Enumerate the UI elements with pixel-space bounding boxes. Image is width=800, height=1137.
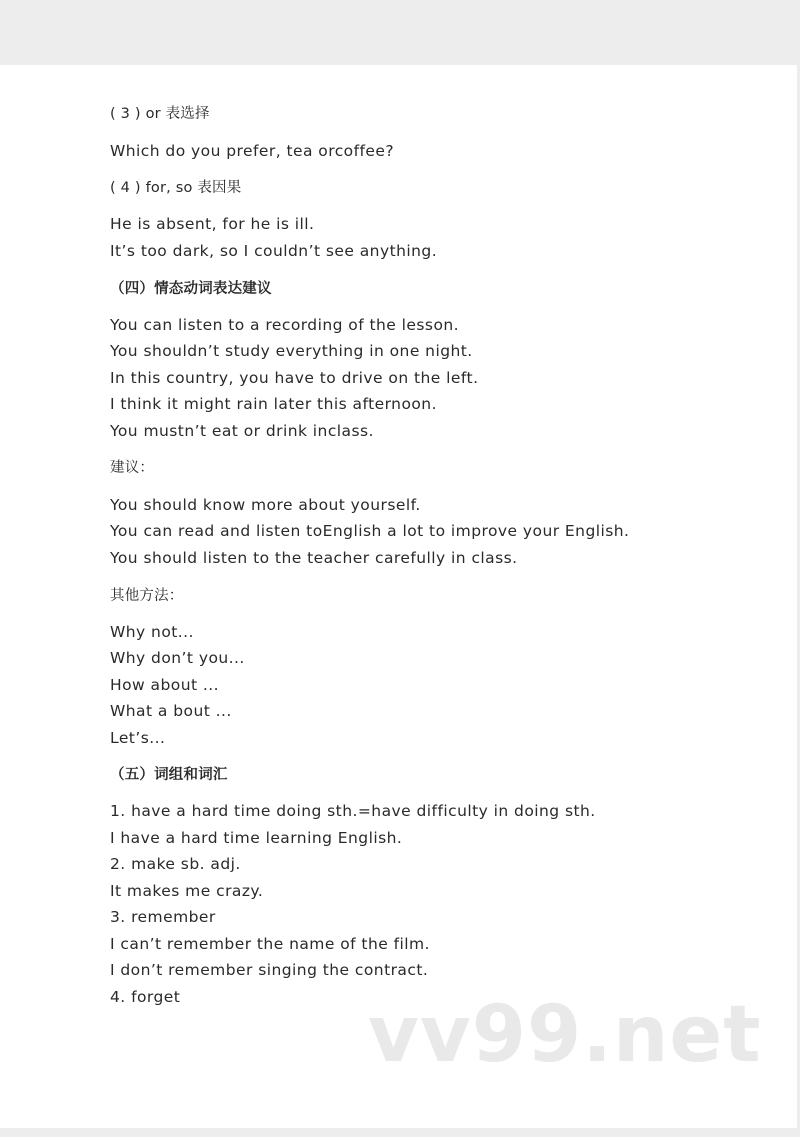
text-line: In this country, you have to drive on the left. [110,369,479,387]
text-line: You should listen to the teacher carefully in class. [110,549,518,567]
subheading-other-methods: 其他方法： [110,588,184,604]
text-line: You shouldn’t study everything in one night. [110,342,473,360]
text-line: Let’s... [110,729,166,747]
text-line: You can listen to a recording of the lesson. [110,316,460,334]
section-heading-modal-verbs: （四）情态动词表达建议 [110,281,272,297]
section-heading-phrases-vocabulary: （五）词组和词汇 [110,767,228,783]
subheading-for-so-cause: ( 4 ) for, so 表因果 [110,180,242,196]
text-line: I have a hard time learning English. [110,829,403,847]
text-line: Why don’t you... [110,649,245,667]
text-line: How about ... [110,676,220,694]
text-line: It’s too dark, so I couldn’t see anything. [110,242,438,260]
text-line: Which do you prefer, tea orcoffee? [110,142,395,160]
subheading-advice: 建议： [110,460,155,476]
text-line: 4. forget [110,988,181,1006]
text-line: What a bout ... [110,702,232,720]
text-line: 1. have a hard time doing sth.=have difficulty in doing sth. [110,802,596,820]
text-line: You should know more about yourself. [110,496,421,514]
text-line: It makes me crazy. [110,882,264,900]
text-line: I don’t remember singing the contract. [110,961,429,979]
text-line: You mustn’t eat or drink inclass. [110,422,374,440]
text-line: He is absent, for he is ill. [110,215,315,233]
text-line: Why not... [110,623,194,641]
text-line: You can read and listen toEnglish a lot to improve your English. [110,522,630,540]
text-line: 3. remember [110,908,216,926]
watermark: vv99.net [368,990,762,1080]
text-line: I think it might rain later this afternoon. [110,395,437,413]
text-line: 2. make sb. adj. [110,855,241,873]
text-line: I can’t remember the name of the film. [110,935,430,953]
subheading-or-choice: ( 3 ) or 表选择 [110,106,210,122]
